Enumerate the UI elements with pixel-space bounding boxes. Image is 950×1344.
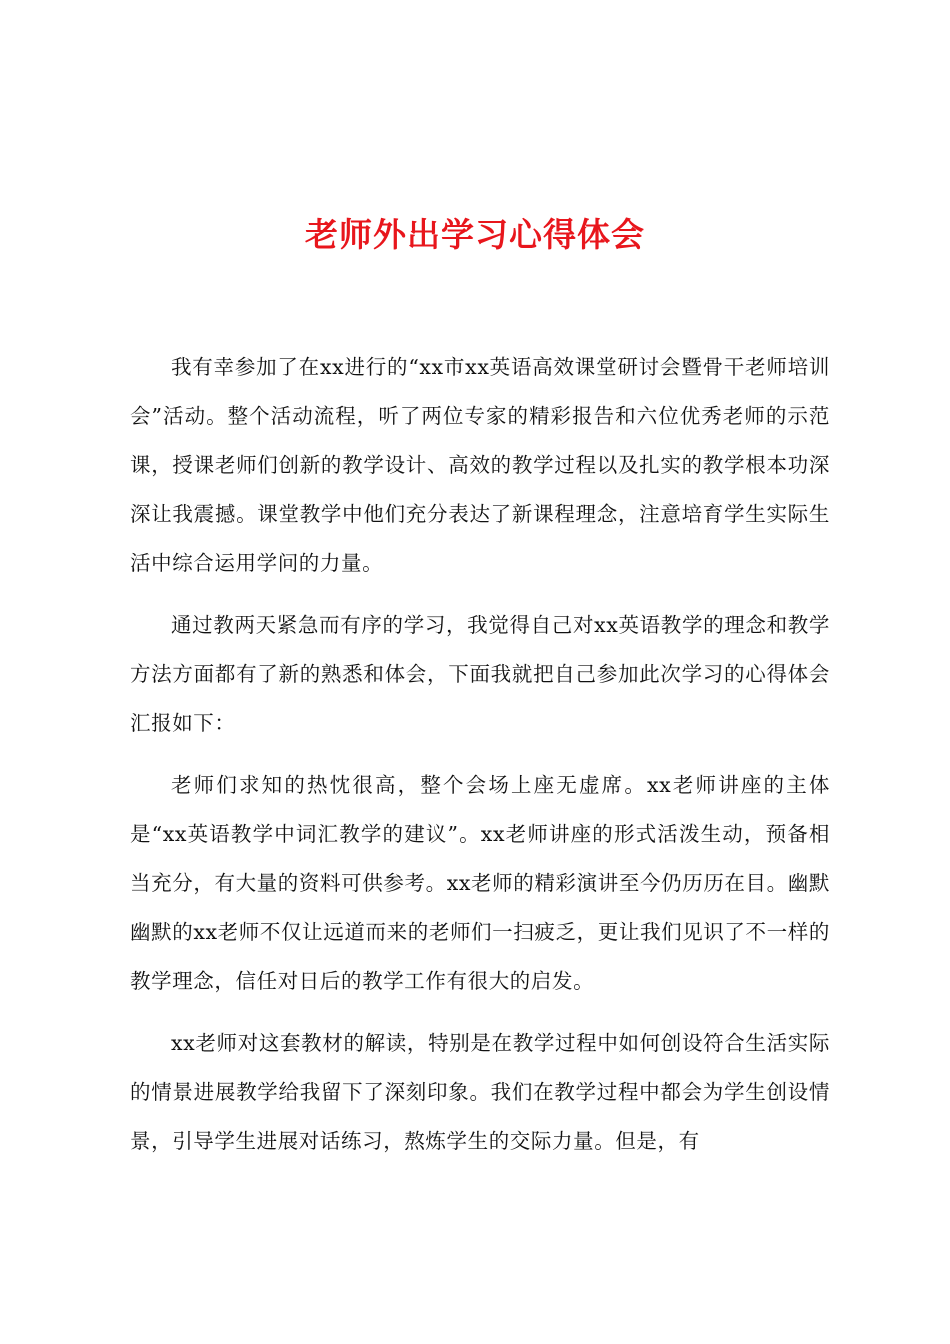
document-title: 老师外出学习心得体会 (305, 215, 645, 254)
document-body (130, 343, 830, 1179)
paragraph-4: xx老师对这套教材的解读，特别是在教学过程中如何创设符合生活实际的情景进展教学给我留下了深刻印象。我们在教学过程中都会为学生创设情景，引导学生进展对话练习，熬炼学生的交际力量。但是，有 (130, 1031, 830, 1153)
paragraph-1: 我有幸参加了在xx进行的“xx市xx英语高效课堂研讨会暨骨干老师培训会”活动。整个活动流程，听了两位专家的精彩报告和六位优秀老师的示范课，授课老师们创新的教学设计、高效的教学过程以及扎实的教学根本功深深让我震撼。课堂教学中他们充分表达了新课程理念，注意培育学生实际生活中综合运用学问的力量。 (130, 355, 830, 575)
paragraph-3: 老师们求知的热忱很高，整个会场上座无虚席。xx老师讲座的主体是“xx英语教学中词汇教学的建议”。xx老师讲座的形式活泼生动，预备相当充分，有大量的资料可供参考。xx老师的精彩演讲至今仍历历在目。幽默幽默的xx老师不仅让远道而来的老师们一扫疲乏，更让我们见识了不一样的教学理念，信任对日后的教学工作有很大的启发。 (130, 773, 830, 993)
paragraph-2: 通过教两天紧急而有序的学习，我觉得自己对xx英语教学的理念和教学方法方面都有了新的熟悉和体会，下面我就把自己参加此次学习的心得体会汇报如下： (130, 613, 830, 735)
